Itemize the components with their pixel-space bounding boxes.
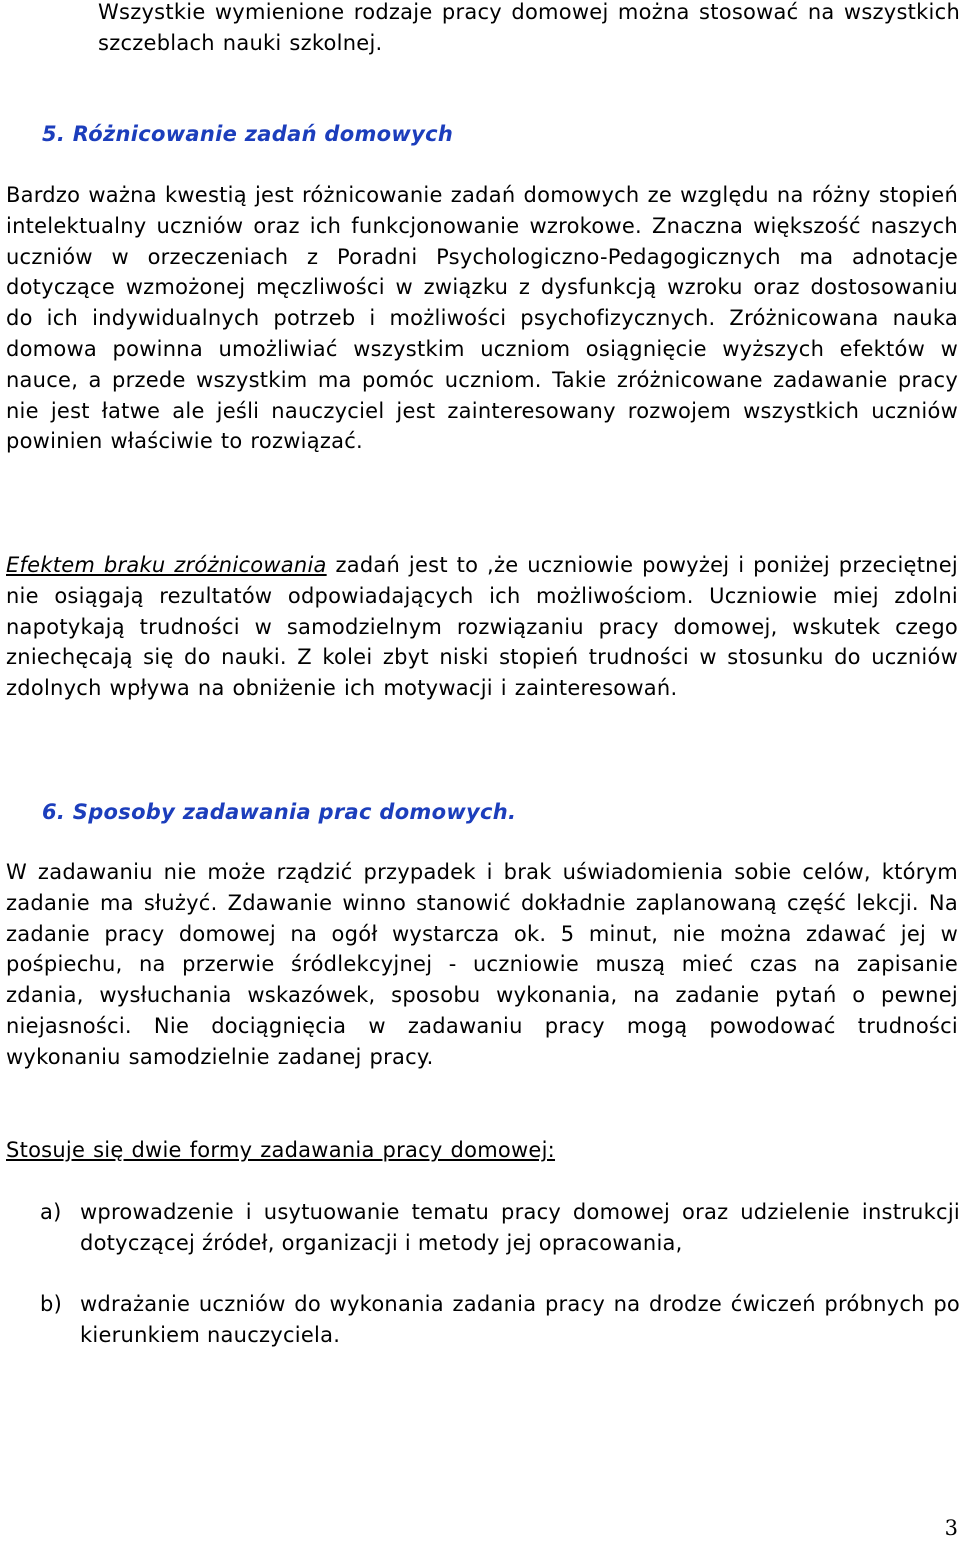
list-item-text: wprowadzenie i usytuowanie tematu pracy domowej oraz udzielenie instrukcji dotyczącej źródeł, organizacji i metody jej opracowania, <box>80 1200 960 1255</box>
section-6-paragraph-1: W zadawaniu nie może rządzić przypadek i brak uświadomienia sobie celów, którym zadanie ma służyć. Zdawanie winno stanowić dokładnie zaplanowaną część lekcji. Na zadanie pracy domowej na ogół wystarcza ok. 5 minut, nie można zdawać jej w pośpiechu, na przerwie śródlekcyjnej - uczniowie muszą mieć czas na zapisanie zdania, wysłuchania wskazówek, sposobu wykonania, na zadanie pytań o pewnej niejasności. Nie dociągnięcia w zadawaniu pracy mogą powodować trudności wykonaniu samodzielnie zadanej pracy. <box>6 860 958 1069</box>
list-marker: a) <box>40 1200 62 1224</box>
page-number: 3 <box>944 1516 958 1540</box>
list-item-text: wdrażanie uczniów do wykonania zadania pracy na drodze ćwiczeń próbnych po kierunkiem nauczyciela. <box>80 1292 960 1347</box>
intro-paragraph: Wszystkie wymienione rodzaje pracy domowej można stosować na wszystkich szczeblach nauki szkolnej. <box>98 0 960 55</box>
list-marker: b) <box>40 1292 63 1316</box>
section-5-heading: 5. Różnicowanie zadań domowych <box>42 122 454 146</box>
emphasis-phrase: Efektem braku zróżnicowania <box>6 553 327 577</box>
section-5-paragraph-1: Bardzo ważna kwestią jest różnicowanie zadań domowych ze względu na różny stopień intelektualny uczniów oraz ich funkcjonowanie wzrokowe. Znaczna większość naszych uczniów w orzeczeniach z Poradni Psychologiczno-Pedagogicznych ma adnotacje dotyczące wzmożonej męczliwości w związku z dysfunkcją wzroku oraz dostosowaniu do ich indywidualnych potrzeb i możliwości psychofizycznych. Zróżnicowana nauka domowa powinna umożliwiać wszystkim uczniom osiągnięcie wyższych efektów w nauce, a przede wszystkim ma pomóc uczniom. Takie zróżnicowane zadawanie pracy nie jest łatwe ale jeśli nauczyciel jest zainteresowany rozwojem wszystkich uczniów powinien właściwie to rozwiązać. <box>6 183 958 454</box>
forms-heading-text: Stosuje się dwie formy zadawania pracy domowej: <box>6 1138 556 1162</box>
forms-heading <box>6 1135 958 1166</box>
section-5-paragraph-2-text: zadań jest to ,że uczniowie powyżej i poniżej przeciętnej nie osiągają rezultatów odpowiadających ich możliwościom. Uczniowie miej zdolni napotykają trudności w samodzielnym rozwiązaniu pracy domowej, wskutek czego zniechęcają się do nauki. Z kolei zbyt niski stopień trudności w stosunku do uczniów zdolnych wpływa na obniżenie ich motywacji i zainteresowań. <box>6 553 958 701</box>
section-5-paragraph-2 <box>6 550 958 704</box>
section-6-heading: 6. Sposoby zadawania prac domowych. <box>42 800 517 824</box>
